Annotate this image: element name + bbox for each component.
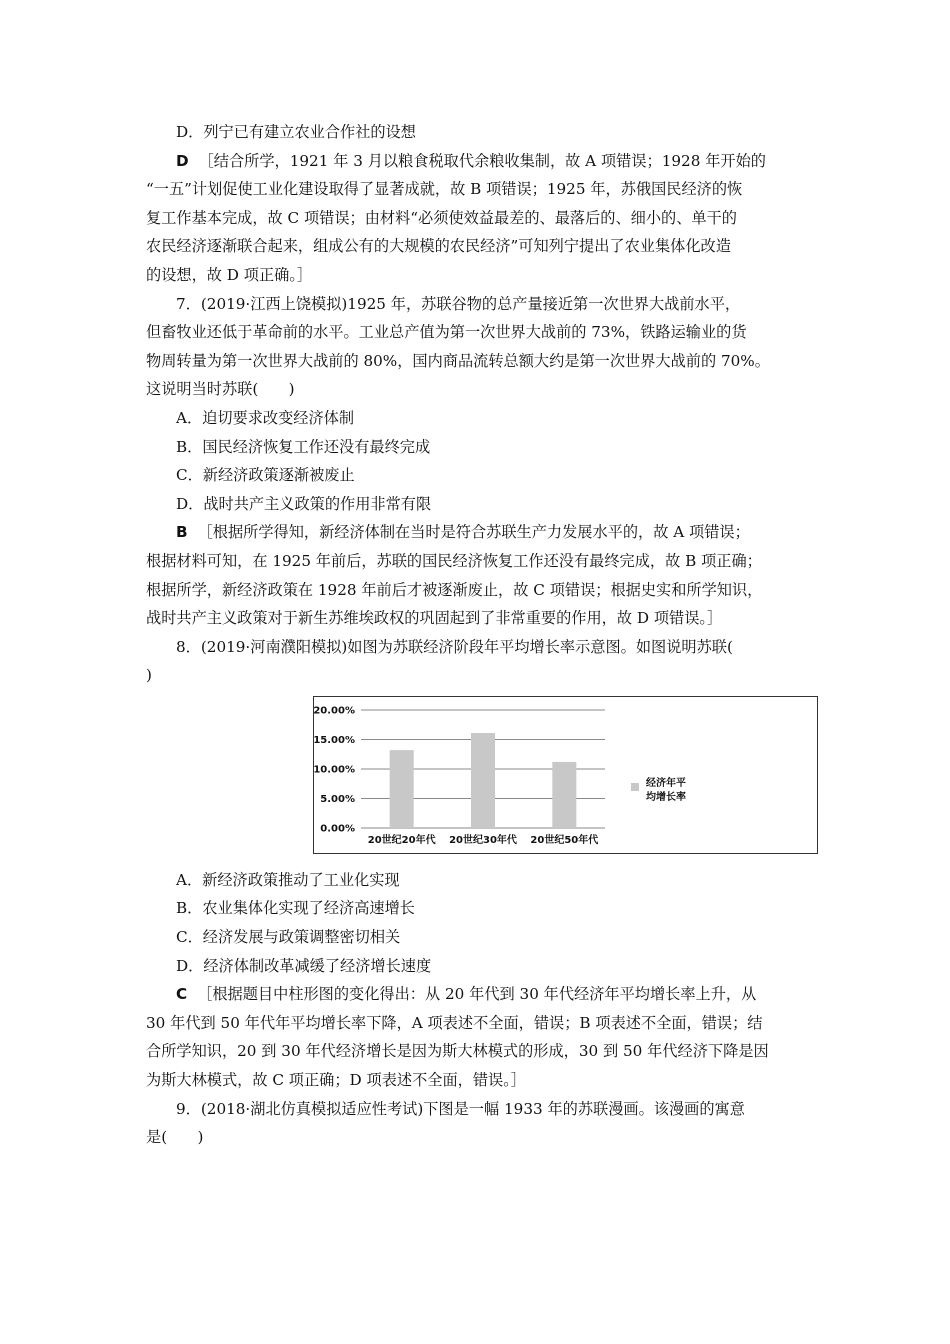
bar <box>390 750 414 828</box>
q8-explanation-2: 30 年代到 50 年代年平均增长率下降，A 项表述不全面，错误；B 项表述不全面，错误；结 <box>146 1013 763 1032</box>
q6-option-d: D．列宁已有建立农业合作社的设想 <box>176 123 416 141</box>
q9-stem-2: 是( ) <box>146 1128 204 1147</box>
q8-explanation-1: ［根据题目中柱形图的变化得出：从 20 年代到 30 年代经济年平均增长率上升，从 <box>197 985 757 1004</box>
y-tick-label: 20.00% <box>313 705 355 717</box>
q8-stem-2: ) <box>146 666 152 685</box>
q7-explanation-3: 根据所学，新经济政策在 1928 年前后才被逐渐废止，故 C 项错误；根据史实和所学知识， <box>146 580 763 599</box>
q8-option-d: D．经济体制改革减缓了经济增长速度 <box>176 956 432 975</box>
q7-option-c: C．新经济政策逐渐被废止 <box>176 466 355 485</box>
q6-explanation-5: 的设想，故 D 项正确。］ <box>146 265 313 284</box>
q6-answer-letter: D <box>176 151 189 170</box>
q7-answer-line-1 <box>146 518 810 547</box>
q9-stem-1: 9．(2018·湖北仿真模拟适应性考试)下图是一幅 1933 年的苏联漫画。该漫画的寓意 <box>176 1099 745 1118</box>
q7-option-d: D．战时共产主义政策的作用非常有限 <box>176 494 432 513</box>
q7-explanation-1: ［根据所学得知，新经济体制在当时是符合苏联生产力发展水平的，故 A 项错误； <box>197 523 750 542</box>
x-category-label: 20世纪30年代 <box>449 834 517 846</box>
q6-explanation-2: “一五”计划促使工业化建设取得了显著成就，故 B 项错误；1925 年，苏俄国民经济的恢 <box>146 180 743 199</box>
q7-answer-letter: B <box>176 523 188 542</box>
bar <box>471 733 495 828</box>
q7-explanation-2: 根据材料可知，在 1925 年前后，苏联的国民经济恢复工作还没有最终完成，故 B 项正确； <box>146 551 762 570</box>
q7-stem-4: 这说明当时苏联( ) <box>146 380 295 399</box>
q6-answer-line-1 <box>146 147 810 176</box>
q8-explanation-4: 为斯大林模式，故 C 项正确；D 项表述不全面，错误。］ <box>146 1071 526 1090</box>
y-tick-label: 10.00% <box>313 764 355 776</box>
y-tick-label: 0.00% <box>320 823 355 835</box>
q8-option-a: A．新经济政策推动了工业化实现 <box>176 870 400 889</box>
q8-stem-1: 8．(2019·河南濮阳模拟)如图为苏联经济阶段年平均增长率示意图。如图说明苏联( <box>176 637 733 656</box>
q8-answer-letter: C <box>176 985 188 1004</box>
q8-option-c: C．经济发展与政策调整密切相关 <box>176 928 401 947</box>
y-tick-label: 15.00% <box>313 734 355 746</box>
legend-label-line-2: 均增长率 <box>646 791 686 803</box>
legend-label-line-1: 经济年平 <box>646 777 686 789</box>
q6-explanation-1: ［结合所学，1921 年 3 月以粮食税取代余粮收集制，故 A 项错误；1928 年开始的 <box>198 151 766 170</box>
q7-stem-3: 物周转量为第一次世界大战前的 80%，国内商品流转总额大约是第一次世界大战前的 70%。 <box>146 351 770 370</box>
q6-explanation-4: 农民经济逐渐联合起来，组成公有的大规模的农民经济”可知列宁提出了农业集体化改造 <box>146 237 731 256</box>
x-category-label: 20世纪20年代 <box>367 834 436 846</box>
x-category-label: 20世纪50年代 <box>530 834 599 846</box>
q7-option-a: A．迫切要求改变经济体制 <box>176 408 355 427</box>
q7-option-b: B．国民经济恢复工作还没有最终完成 <box>176 437 431 456</box>
x-axis-categories <box>368 833 599 846</box>
legend-swatch <box>631 783 639 791</box>
q6-explanation-3: 复工作基本完成，故 C 项错误；由材料“必须使效益最差的、最落后的、细小的、单干的 <box>146 208 737 227</box>
q7-explanation-4: 战时共产主义政策对于新生苏维埃政权的巩固起到了非常重要的作用，故 D 项错误。］ <box>146 609 723 628</box>
q7-stem-1: 7．(2019·江西上饶模拟)1925 年，苏联谷物的总产量接近第一次世界大战前水平， <box>176 294 741 313</box>
q8-answer-line-1 <box>146 980 810 1009</box>
q8-option-b: B．农业集体化实现了经济高速增长 <box>176 899 415 918</box>
q7-stem-2: 但畜牧业还低于革命前的水平。工业总产值为第一次世界大战前的 73%，铁路运输业的货 <box>146 323 747 342</box>
bar <box>552 762 576 828</box>
document-page <box>146 118 810 1152</box>
y-tick-label: 5.00% <box>320 793 355 805</box>
bar-chart-svg <box>313 696 818 854</box>
q8-explanation-3: 合所学知识，20 到 30 年代经济增长是因为斯大林模式的形成，30 到 50 年代经济下降是因 <box>146 1042 769 1061</box>
growth-rate-chart <box>146 690 810 866</box>
